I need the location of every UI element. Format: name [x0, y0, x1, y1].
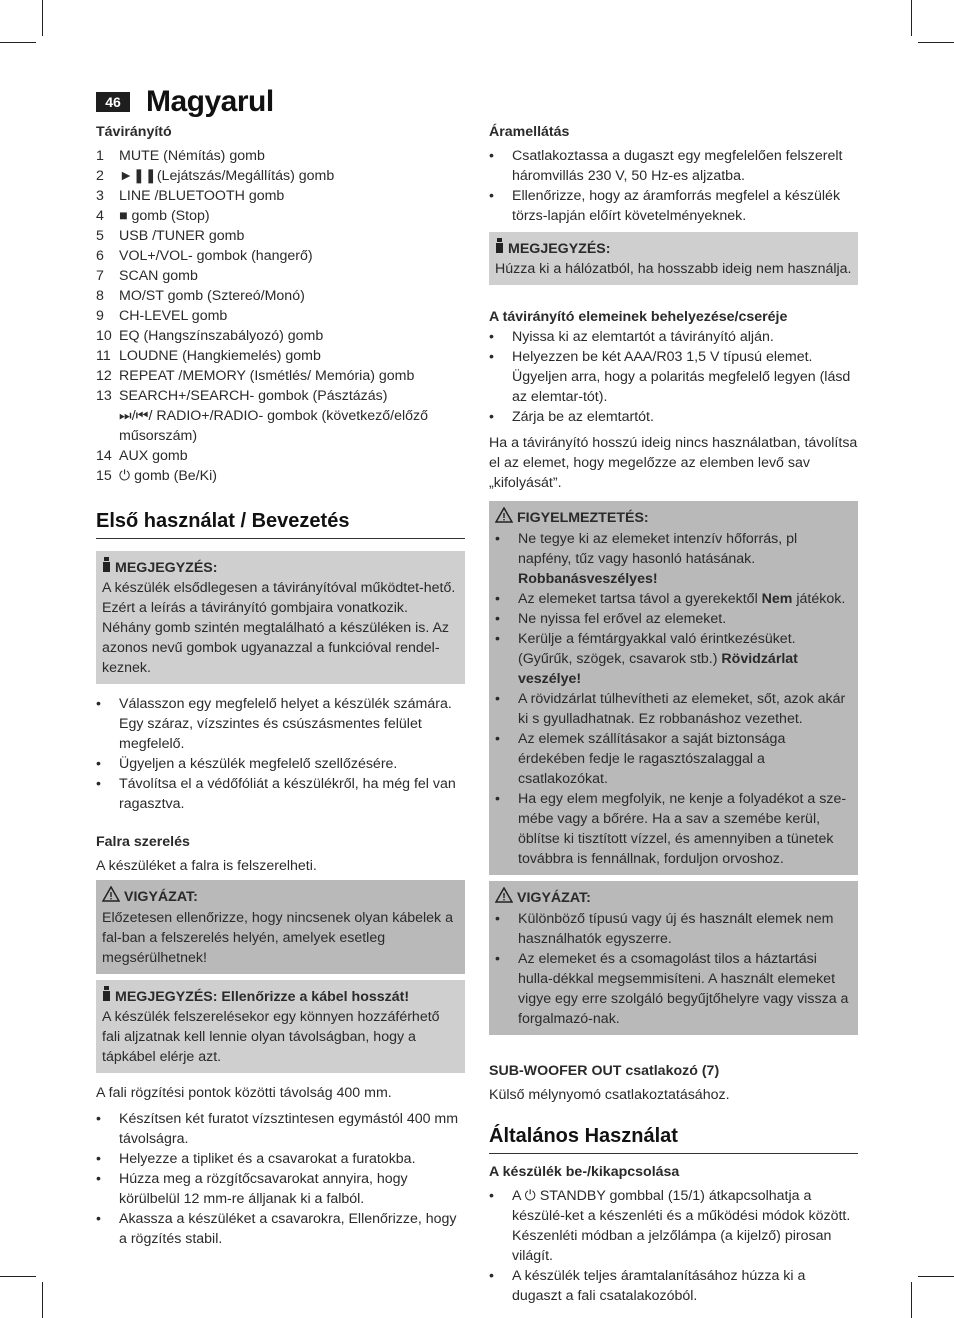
- list-item: 15 ⏻ gomb (Be/Ki): [96, 468, 217, 484]
- list-item: • Ne nyissa fel erővel az elemeket.: [495, 611, 727, 627]
- note-text: A készülék elsődlegesen a távirányítóval működtet-hető. Ezért a leírás a távirányító gombjaira vonatkozik. Néhány gomb szintén megtalálható a készüléken is. Az azonos nevű gombok ugyanazzal a funkcióval rendel-keznek.: [102, 580, 456, 676]
- subwoofer-text: Külső mélynyomó csatlakoztatásához.: [489, 1087, 730, 1103]
- crop-mark: [911, 0, 912, 36]
- list-item: • Zárja be az elemtartót.: [489, 409, 654, 425]
- list-item: • Válasszon egy megfelelő helyet a készülék számára. Egy száraz, vízszintes és csúszásmentes felület megfelelő.: [96, 696, 452, 752]
- power-icon: ⏻: [119, 468, 135, 484]
- battery-para: Ha a távirányító hosszú ideig nincs használatban, távolítsa el az elemet, hogy megelőzze az elemben levő sav „kifolyását”.: [489, 435, 858, 491]
- page-number: 46: [96, 92, 130, 112]
- warning-icon: [495, 887, 513, 909]
- right-column: [489, 122, 858, 1306]
- list-item: • Ügyeljen a készülék megfelelő szellőzésére.: [96, 756, 398, 772]
- list-item: 5 USB /TUNER gomb: [96, 228, 245, 244]
- note-box: MEGJEGYZÉS: Ellenőrizze a kábel hosszát! A készülék felszerelésekor egy könnyen hozzáférhető fali aljzatnak kell lennie olyan távolságban, hogy a tápkábel elérje azt.: [96, 980, 465, 1073]
- list-item: 14 AUX gomb: [96, 448, 188, 464]
- list-item: • Akassza a készüléket a csavarokra, Ellenőrizze, hogy a rögzítés stabil.: [96, 1211, 457, 1247]
- list-item: • Helyezze a tipliket és a csavarokat a furatokba.: [96, 1151, 416, 1167]
- battery-heading: A távirányító elemeinek behelyezése/cseréje: [489, 309, 788, 325]
- first-use-heading: Első használat / Bevezetés: [96, 508, 465, 539]
- note-text: A készülék felszerelésekor egy könnyen hozzáférhető fali aljzatnak kell lennie olyan távolságban, hogy a tápkábel elérje azt.: [102, 1009, 440, 1065]
- list-item: • A készülék teljes áramtalanításához húzza ki a dugaszt a fali csatalakozóból.: [489, 1268, 806, 1304]
- power-icon: ⏻: [524, 1188, 536, 1204]
- list-item: • Készítsen két furatot vízsztintesen egymástól 400 mm távolságra.: [96, 1111, 459, 1147]
- list-item: • A ⏻ STANDBY gombbal (15/1) átkapcsolhatja a készülé-ket a készenléti és a működési módok között. Készenléti módban a jelzőlámpa (a kijelző) pirosan világít.: [489, 1188, 851, 1264]
- info-icon: [102, 986, 111, 1007]
- list-item: 8 MO/ST gomb (Sztereó/Monó): [96, 288, 305, 304]
- list-item: • A rövidzárlat túlhevítheti az elemeket, sőt, azok akár ki s gyulladhatnak. Ez robbanáshoz vezethet.: [495, 691, 846, 727]
- onoff-heading: A készülék be-/kikapcsolása: [489, 1164, 680, 1180]
- play-pause-icon: ►❚❚: [119, 168, 157, 184]
- list-item: • Ellenőrizze, hogy az áramforrás megfelel a készülék törzs-lapján előírt követelményeknek.: [489, 188, 841, 224]
- crop-mark: [918, 1276, 954, 1277]
- wall-intro: A készüléket a falra is felszerelheti.: [96, 858, 317, 874]
- subwoofer-heading: SUB-WOOFER OUT csatlakozó (7): [489, 1063, 720, 1079]
- note-box: [96, 551, 465, 684]
- general-heading: Általános Használat: [489, 1123, 858, 1154]
- stop-icon: ■: [119, 208, 132, 224]
- list-item: 9 CH-LEVEL gomb: [96, 308, 228, 324]
- list-item: • Húzza meg a rözgítőcsavarokat annyira, hogy körülbelül 12 mm-re álljanak ki a falból.: [96, 1171, 408, 1207]
- left-column: [96, 122, 465, 1249]
- crop-mark: [0, 1276, 36, 1277]
- note-title: MEGJEGYZÉS:: [115, 559, 218, 576]
- warning-box: FIGYELMEZTETÉS: • Ne tegye ki az elemeket intenzív hőforrás, pl napfény, tűz vagy hasonló hatásának. Robbanásveszélyes! • Az elemeket tartsa távol a gyerekektől Nem játékok. • Ne nyissa fel erővel az elemeket. • Kerülje a fémtárgyakkal való érintkezésüket. (Gyűrűk, szögek, csavarok stb.) Rövidzárlat veszélye! • A rövidzárlat túlhevítheti az elemeket, sőt, azok akár ki s gyulladhatnak. Ez robbanáshoz vezethet. • Az elemek szállításakor a saját biztonsága érdekében fedje le ragasztószalaggal a csatlakozókat. • Ha egy elem megfolyik, ne kenje a folyadékot a sze-mébe vagy a bőrére. Ha a sav a szemébe kerül, öblítse ki tisztított vízzel, és amennyiben a tünetek továbbra is fennállnak, forduljon orvoshoz.: [489, 501, 858, 875]
- list-item: • Ha egy elem megfolyik, ne kenje a folyadékot a sze-mébe vagy a bőrére. Ha a sav a szemébe kerül, öblítse ki tisztított vízzel, és amennyiben a tünetek továbbra is fennállnak, forduljon orvoshoz.: [495, 791, 847, 867]
- note-box: MEGJEGYZÉS: Húzza ki a hálózatból, ha hosszabb ideig nem használja.: [489, 232, 858, 285]
- power-heading: Áramellátás: [489, 124, 570, 140]
- remote-heading: Távirányító: [96, 124, 172, 140]
- crop-mark: [42, 1282, 43, 1318]
- list-item: 13 SEARCH+/SEARCH- gombok (Pásztázás) ⏭/⏮/ RADIO+/RADIO- gombok (következő/előző műsorszám): [96, 388, 429, 444]
- list-item: • Az elemeket és a csomagolást tilos a háztartási hulla-dékkal megsemmisíteni. A használt elemeket vigye egy erre szolgáló begyűjtőhelyre vagy vissza a forgalmazó-nak.: [495, 951, 849, 1027]
- info-icon: [102, 557, 111, 578]
- warning-icon: [495, 507, 513, 529]
- caution-box: VIGYÁZAT: • Különböző típusú vagy új és használt elemek nem használhatók egyszerre. • Az elemeket és a csomagolást tilos a háztartási hulla-dékkal megsemmisíteni. A használt elemeket vigye egy erre szolgáló begyűjtőhelyre vagy vissza a forgalmazó-nak.: [489, 881, 858, 1035]
- list-item: • Az elemek szállításakor a saját biztonsága érdekében fedje le ragasztószalaggal a csatlakozókat.: [495, 731, 786, 787]
- list-item: 11 LOUDNE (Hangkiemelés) gomb: [96, 348, 321, 364]
- list-item: • Az elemeket tartsa távol a gyerekektől Nem játékok.: [495, 591, 846, 607]
- crop-mark: [0, 42, 36, 43]
- list-item: 10 EQ (Hangszínszabályozó) gomb: [96, 328, 324, 344]
- list-item: • Különböző típusú vagy új és használt elemek nem használhatók egyszerre.: [495, 911, 834, 947]
- list-item: 4 ■ gomb (Stop): [96, 208, 210, 224]
- list-item: • Távolítsa el a védőfóliát a készülékről, ha még fel van ragasztva.: [96, 776, 456, 812]
- wall-heading: Falra szerelés: [96, 834, 190, 850]
- note-text: Húzza ki a hálózatból, ha hosszabb ideig nem használja.: [495, 261, 852, 277]
- list-item: • Nyissa ki az elemtartót a távirányító alján.: [489, 329, 774, 345]
- skip-icon: ⏭/⏮: [119, 408, 149, 424]
- list-item: 1 MUTE (Némítás) gomb: [96, 148, 265, 164]
- list-item: • Helyezzen be két AAA/R03 1,5 V típusú elemet. Ügyeljen arra, hogy a polaritás megfelelő legyen (lásd az elemtar-tót).: [489, 349, 851, 405]
- page-title: Magyarul: [146, 85, 274, 118]
- list-item: • Kerülje a fémtárgyakkal való érintkezésüket. (Gyűrűk, szögek, csavarok stb.) Rövidzárlat veszélye!: [495, 631, 798, 687]
- warning-icon: [102, 886, 120, 908]
- crop-mark: [918, 42, 954, 43]
- list-item: 3 LINE /BLUETOOTH gomb: [96, 188, 285, 204]
- remote-list: [96, 146, 465, 486]
- wall-distance: A fali rögzítési pontok közötti távolság 400 mm.: [96, 1085, 392, 1101]
- list-item: 6 VOL+/VOL- gombok (hangerő): [96, 248, 313, 264]
- caution-box: VIGYÁZAT: Előzetesen ellenőrizze, hogy nincsenek olyan kábelek a fal-ban a felszerelés helyén, amelyek esetleg megsérülhetnek!: [96, 880, 465, 974]
- list-item: • Ne tegye ki az elemeket intenzív hőforrás, pl napfény, tűz vagy hasonló hatásának. Robbanásveszélyes!: [495, 531, 798, 587]
- info-icon: [495, 238, 504, 259]
- caution-text: Előzetesen ellenőrizze, hogy nincsenek olyan kábelek a fal-ban a felszerelés helyén, amelyek esetleg megsérülhetnek!: [102, 910, 453, 966]
- list-item: 2 ►❚❚(Lejátszás/Megállítás) gomb: [96, 168, 335, 184]
- crop-mark: [42, 0, 43, 36]
- list-item: 12 REPEAT /MEMORY (Ismétlés/ Memória) gomb: [96, 368, 415, 384]
- crop-mark: [911, 1282, 912, 1318]
- list-item: 7 SCAN gomb: [96, 268, 198, 284]
- list-item: • Csatlakoztassa a dugaszt egy megfelelően felszerelt háromvillás 230 V, 50 Hz-es aljzatba.: [489, 148, 843, 184]
